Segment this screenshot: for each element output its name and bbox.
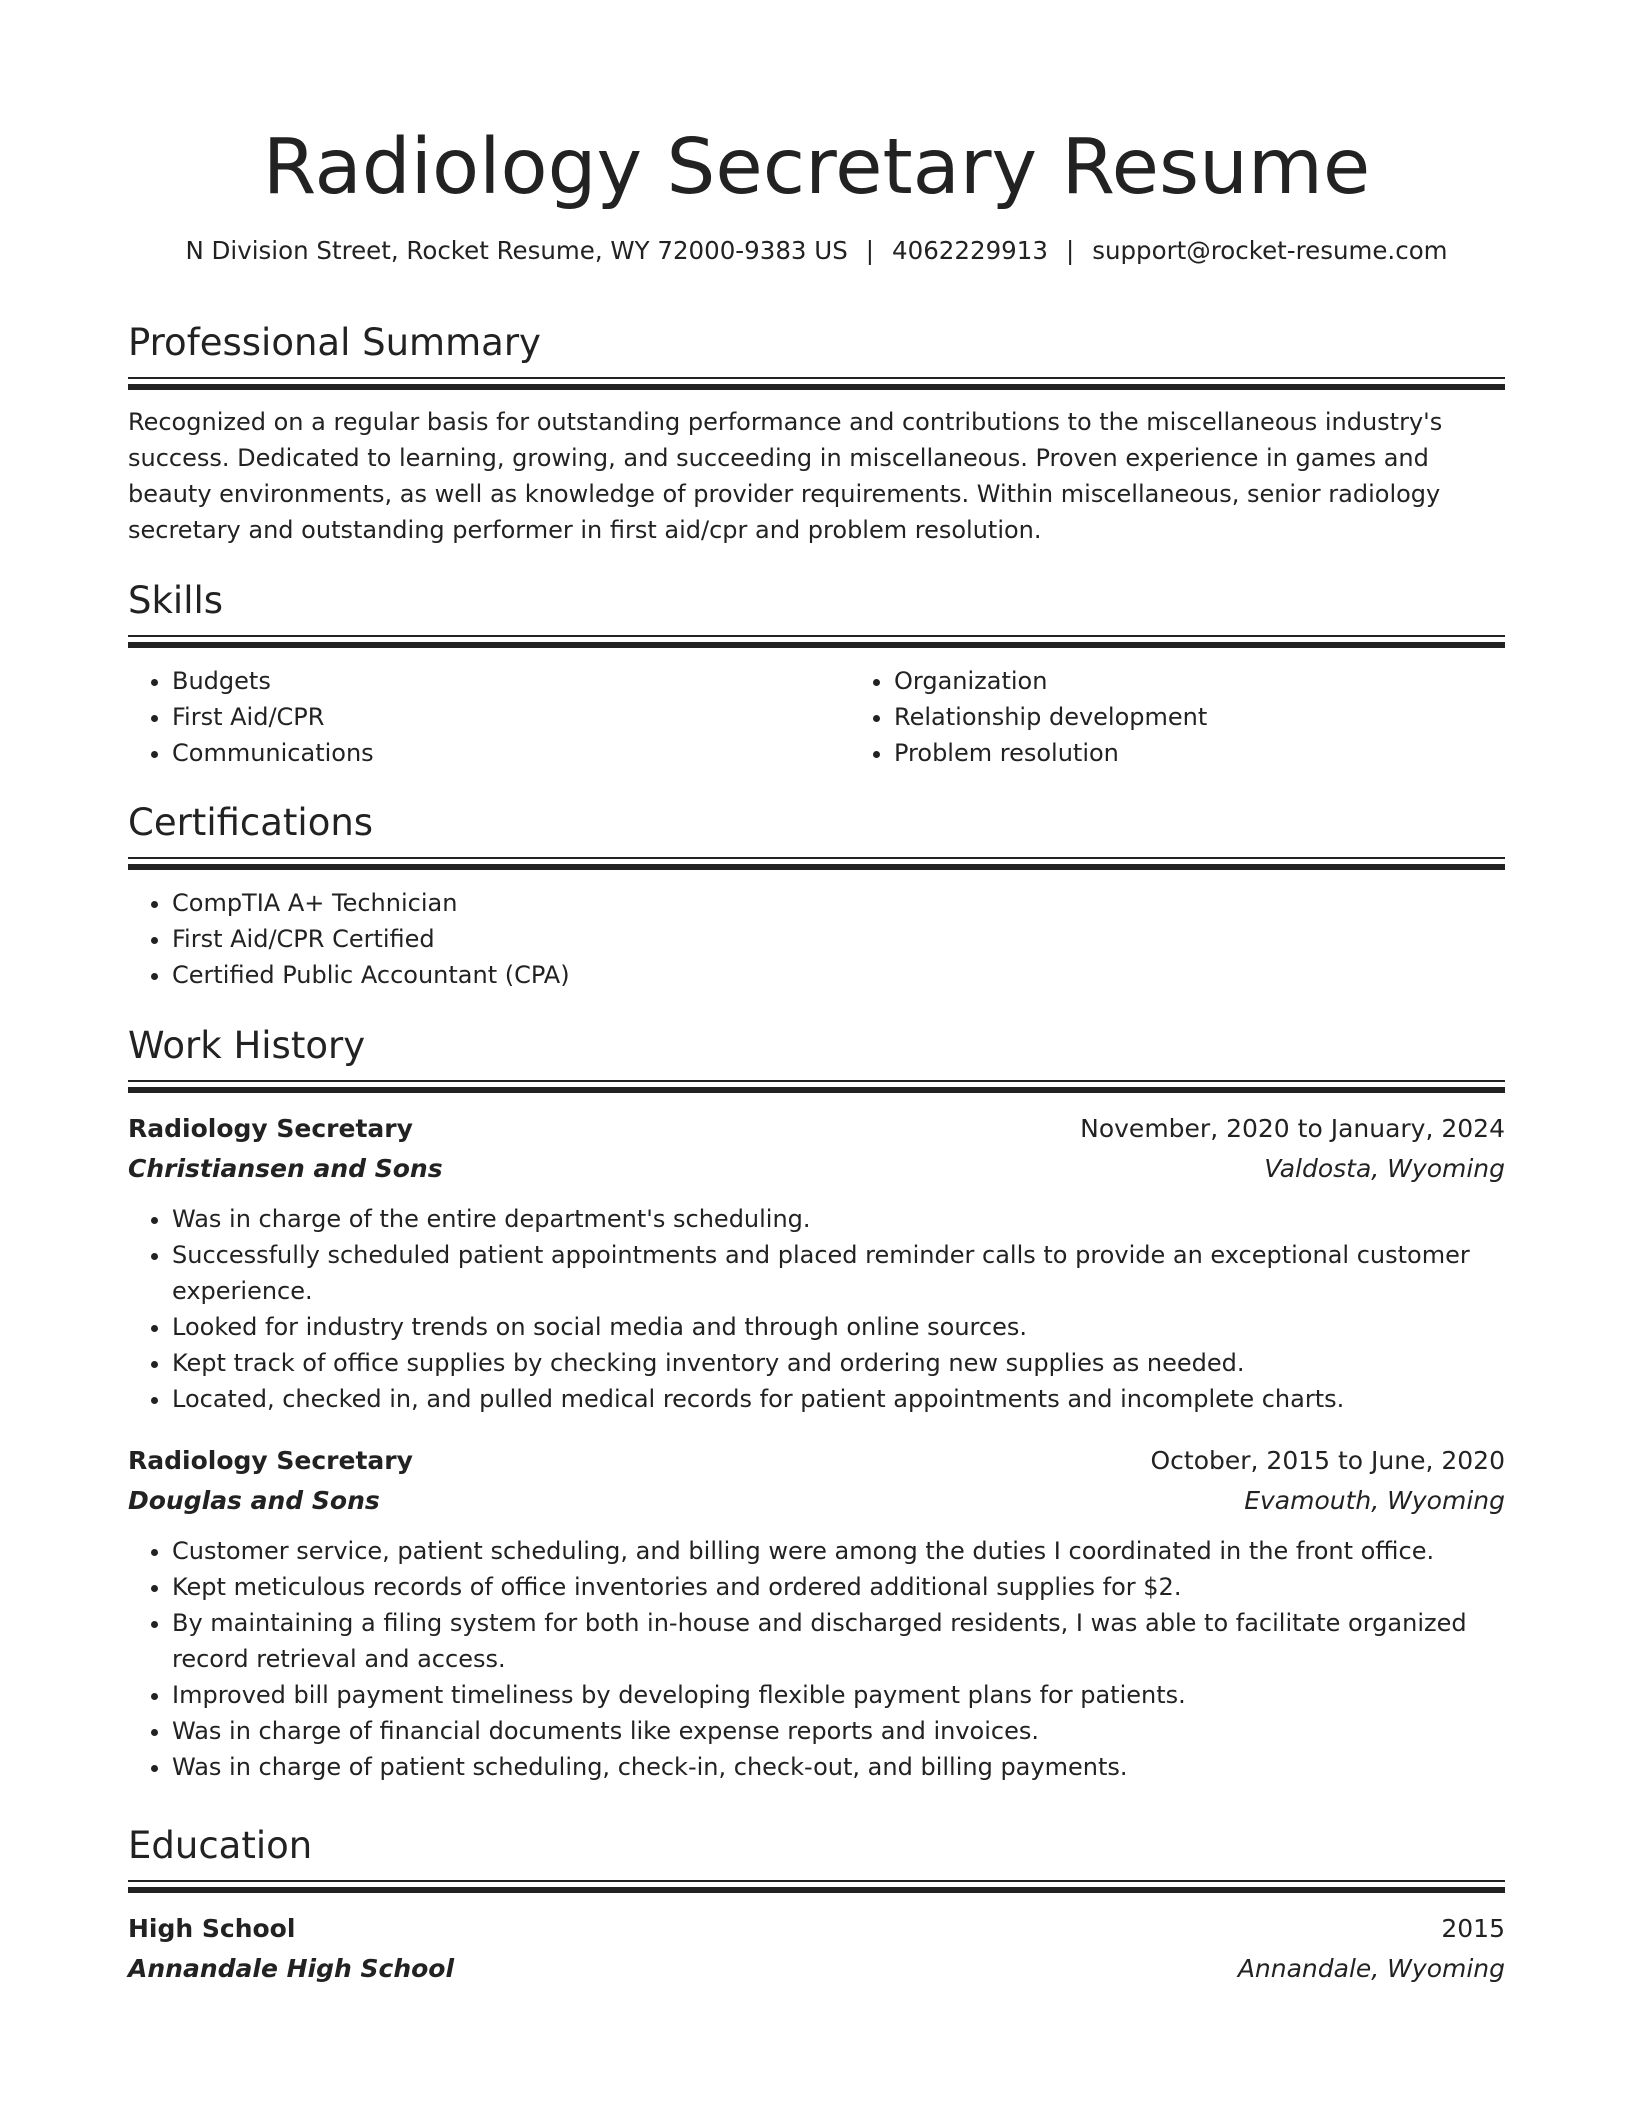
certification-item: • Certified Public Accountant (CPA) bbox=[172, 957, 1505, 993]
separator: | bbox=[865, 236, 875, 265]
skill-item: • Communications bbox=[172, 735, 850, 771]
education-subheader bbox=[128, 1949, 1505, 1989]
section-divider bbox=[128, 377, 1505, 379]
section-title-summary: Professional Summary bbox=[128, 321, 541, 364]
certifications-section bbox=[128, 800, 1505, 993]
contact-line bbox=[128, 234, 1505, 268]
graduation-year: 2015 bbox=[1441, 1914, 1505, 1943]
job-bullet: • Located, checked in, and pulled medical records for patient appointments and incomplete charts. bbox=[172, 1381, 1505, 1417]
section-divider bbox=[128, 857, 1505, 859]
skill-item: • Budgets bbox=[172, 663, 850, 699]
education-section bbox=[128, 1823, 1505, 1989]
section-divider bbox=[128, 1880, 1505, 1882]
job-bullet: • Was in charge of the entire department's scheduling. bbox=[172, 1201, 1505, 1237]
degree: High School bbox=[128, 1914, 296, 1943]
skill-item: • Organization bbox=[894, 663, 1572, 699]
skills-list-right bbox=[850, 663, 1572, 771]
company-name: Christiansen and Sons bbox=[128, 1154, 443, 1183]
education-header bbox=[128, 1909, 1505, 1949]
section-title-work-history: Work History bbox=[128, 1024, 366, 1067]
section-title-skills: Skills bbox=[128, 579, 224, 622]
separator: | bbox=[1065, 236, 1075, 265]
certification-item: • CompTIA A+ Technician bbox=[172, 885, 1505, 921]
job-bullets bbox=[128, 1201, 1505, 1417]
school-location: Annandale, Wyoming bbox=[1237, 1954, 1505, 1983]
resume-title: Radiology Secretary Resume bbox=[262, 123, 1371, 212]
skill-item: • Problem resolution bbox=[894, 735, 1572, 771]
phone: 4062229913 bbox=[892, 236, 1048, 265]
skill-item: • First Aid/CPR bbox=[172, 699, 850, 735]
job-entry bbox=[128, 1441, 1505, 1785]
work-history-section bbox=[128, 1023, 1505, 1785]
job-bullet: • Kept track of office supplies by checking inventory and ordering new supplies as needed. bbox=[172, 1345, 1505, 1381]
skills-section bbox=[128, 578, 1505, 771]
job-bullet: • Customer service, patient scheduling, and billing were among the duties I coordinated in the front office. bbox=[172, 1533, 1505, 1569]
email: support@rocket-resume.com bbox=[1092, 236, 1448, 265]
job-bullet: • Kept meticulous records of office inventories and ordered additional supplies for $2. bbox=[172, 1569, 1505, 1605]
job-dates: October, 2015 to June, 2020 bbox=[1150, 1446, 1505, 1475]
job-dates: November, 2020 to January, 2024 bbox=[1080, 1114, 1505, 1143]
job-bullet: • Improved bill payment timeliness by developing flexible payment plans for patients. bbox=[172, 1677, 1505, 1713]
education-entry bbox=[128, 1909, 1505, 1989]
school-name: Annandale High School bbox=[128, 1954, 455, 1983]
summary-text: Recognized on a regular basis for outstanding performance and contributions to the miscellaneous industry's success. Dedicated to learning, growing, and succeeding in miscellaneous. Proven experience in games and beauty environments, as well as knowledge of provider requirements. Within miscellaneous, senior radiology secretary and outstanding performer in first aid/cpr and problem resolution. bbox=[128, 408, 1443, 544]
job-bullets bbox=[128, 1533, 1505, 1785]
job-title: Radiology Secretary bbox=[128, 1446, 413, 1475]
section-divider bbox=[128, 384, 1505, 390]
job-location: Valdosta, Wyoming bbox=[1264, 1154, 1505, 1183]
skills-columns bbox=[128, 663, 1505, 771]
section-divider bbox=[128, 635, 1505, 637]
job-subheader bbox=[128, 1149, 1505, 1189]
section-divider bbox=[128, 1887, 1505, 1893]
section-divider bbox=[128, 864, 1505, 870]
job-header bbox=[128, 1441, 1505, 1481]
certifications-list bbox=[128, 885, 1505, 993]
certification-item: • First Aid/CPR Certified bbox=[172, 921, 1505, 957]
job-header bbox=[128, 1109, 1505, 1149]
section-title-education: Education bbox=[128, 1824, 313, 1867]
job-bullet: • Looked for industry trends on social media and through online sources. bbox=[172, 1309, 1505, 1345]
skills-list-left bbox=[128, 663, 850, 771]
summary-section bbox=[128, 320, 1505, 548]
section-divider bbox=[128, 1080, 1505, 1082]
job-subheader bbox=[128, 1481, 1505, 1521]
job-title: Radiology Secretary bbox=[128, 1114, 413, 1143]
job-entry bbox=[128, 1109, 1505, 1417]
company-name: Douglas and Sons bbox=[128, 1486, 380, 1515]
section-divider bbox=[128, 1087, 1505, 1093]
job-bullet: • Was in charge of patient scheduling, check-in, check-out, and billing payments. bbox=[172, 1749, 1505, 1785]
section-title-certifications: Certifications bbox=[128, 801, 374, 844]
job-bullet: • By maintaining a filing system for both in-house and discharged residents, I was able to facilitate organized record retrieval and access. bbox=[172, 1605, 1505, 1677]
address: N Division Street, Rocket Resume, WY 72000-9383 US bbox=[185, 236, 848, 265]
job-bullet: • Successfully scheduled patient appointments and placed reminder calls to provide an exceptional customer experience. bbox=[172, 1237, 1505, 1309]
job-location: Evamouth, Wyoming bbox=[1244, 1486, 1505, 1515]
job-bullet: • Was in charge of financial documents like expense reports and invoices. bbox=[172, 1713, 1505, 1749]
section-divider bbox=[128, 642, 1505, 648]
skill-item: • Relationship development bbox=[894, 699, 1572, 735]
